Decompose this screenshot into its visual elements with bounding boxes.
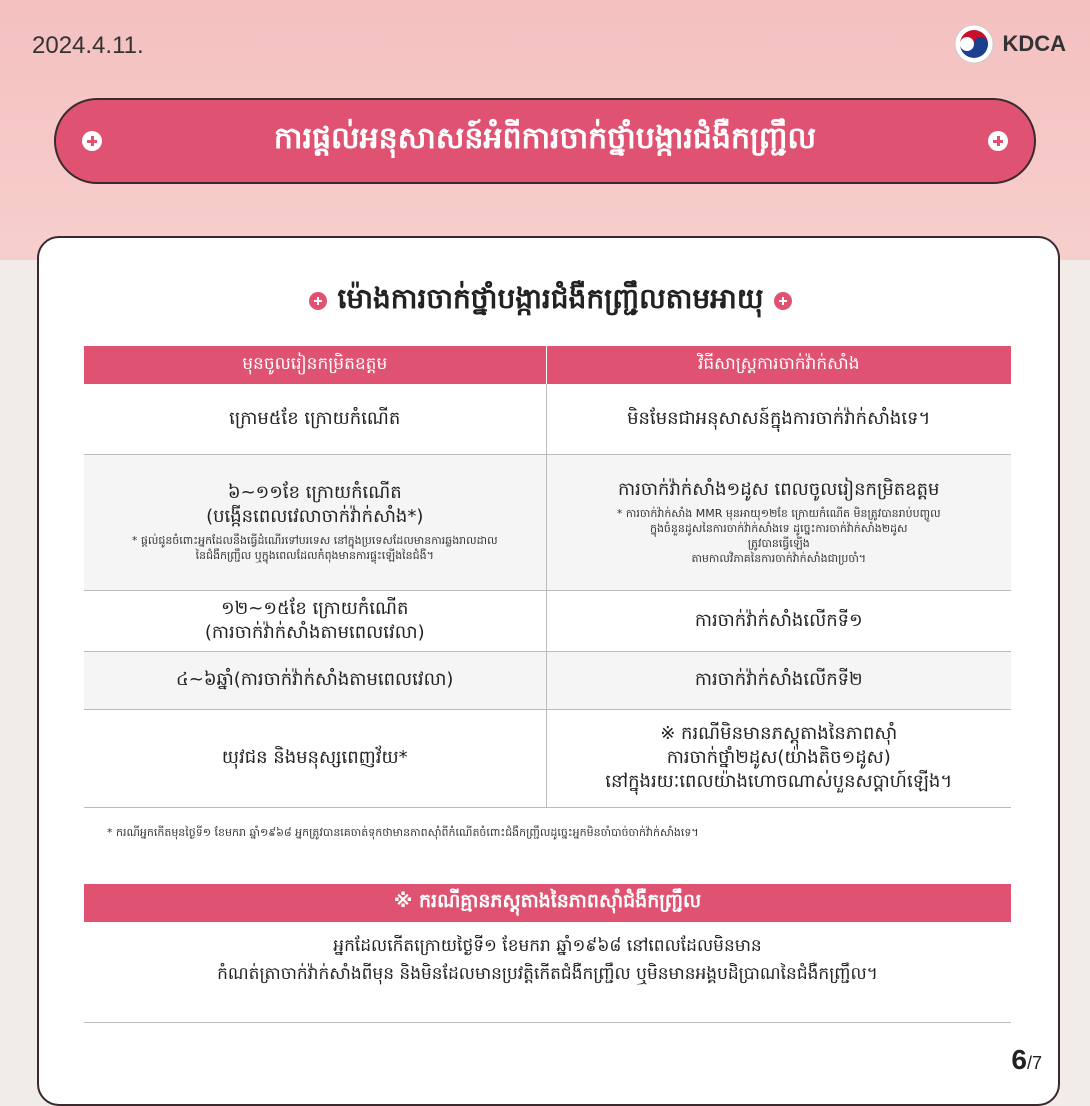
- row-method: ការចាក់វ៉ាក់សាំងលើកទី១: [694, 609, 863, 631]
- row-method: ※ ករណីមិនមានភស្ដុតាងនៃភាពស៊ាំ ការចាក់ថ្នាំ២ដូស(យ៉ាងតិច១ដូស) នៅក្នុងរយៈពេលយ៉ាងហោចណាស់បួនសប្ដាហ៍ឡើង។: [605, 723, 953, 792]
- row-age: ៦~១១ខែ ក្រោយកំណើត (បង្កើនពេលវេលាចាក់វ៉ាក់សាំង*): [206, 482, 424, 527]
- page-number: [1011, 1044, 1042, 1076]
- taegeuk-logo-icon: [954, 24, 994, 64]
- plus-icon: [309, 292, 327, 310]
- row-method: ការចាក់វ៉ាក់សាំង១ដូស ពេលចូលរៀនកម្រិតឧត្ដម: [618, 479, 940, 500]
- table-row: [84, 454, 1011, 590]
- row-method: ការចាក់វ៉ាក់សាំងលើកទី២: [694, 669, 863, 690]
- card-title: [39, 276, 1062, 326]
- card-title-text: ម៉ោងការចាក់ថ្នាំបង្ការជំងឺកញ្ជ្រឹលតាមអាយុ: [337, 281, 764, 315]
- section-title: ※ ករណីគ្មានភស្ដុតាងនៃភាពស៊ាំជំងឺកញ្ជ្រឹល: [84, 884, 1011, 922]
- row-age: យុវជន និងមនុស្សពេញវ័យ*: [221, 747, 408, 768]
- logo-text: KDCA: [1002, 31, 1066, 56]
- page-current: 6: [1011, 1044, 1027, 1075]
- row-method-note: * ការចាក់វ៉ាក់សាំង MMR មុនអាយុ១២ខែ ក្រោយកំណើត មិនត្រូវបានរាប់បញ្ចូល ក្នុងចំនួនដូសនៃការចាក់វ៉ាក់សាំងទេ ដូច្នេះការចាក់វ៉ាក់សាំង២ដូស ត្រូវបានធ្វើឡើង តាមកាលវិភាគនៃការចាក់វ៉ាក់សាំងជាប្រចាំ។: [616, 507, 941, 565]
- page-total: /7: [1026, 1053, 1042, 1073]
- table-row: [84, 384, 1011, 454]
- plus-icon: [82, 131, 102, 151]
- banner-title: ការផ្ដល់អនុសាសន៍អំពីការចាក់ថ្នាំបង្ការជំងឺកញ្ជ្រឹល: [273, 121, 817, 156]
- schedule-table: [84, 346, 1011, 808]
- table-header-method: វិធីសាស្ត្រការចាក់វ៉ាក់សាំង: [546, 346, 1011, 384]
- table-footnote: * ករណីអ្នកកើតមុនថ្ងៃទី១ ខែមករា ឆ្នាំ១៩៦៨ អ្នកត្រូវបានគេចាត់ទុកថាមានភាពស៊ាំពីកំណើតចំពោះជំងឺកញ្ជ្រឹលដូច្នេះអ្នកមិនចាំបាច់ចាក់វ៉ាក់សាំងទេ។: [107, 826, 699, 839]
- table-row: [84, 651, 1011, 709]
- title-banner: [54, 98, 1036, 184]
- kdca-logo: [954, 24, 1066, 64]
- content-card: [37, 236, 1060, 1106]
- table-row: [84, 709, 1011, 807]
- row-method: មិនមែនជាអនុសាសន៍ក្នុងការចាក់វ៉ាក់សាំងទេ។: [627, 407, 931, 429]
- section-body: អ្នកដែលកើតក្រោយថ្ងៃទី១ ខែមករា ឆ្នាំ១៩៦៨ នៅពេលដែលមិនមាន កំណត់ត្រាចាក់វ៉ាក់សាំងពីមុន និងមិនដែលមានប្រវត្តិកើតជំងឺកញ្ជ្រឹល ឬមិនមានអង្គបដិប្រាណនៃជំងឺកញ្ជ្រឹល។: [217, 936, 878, 984]
- table-header-age: មុនចូលរៀនកម្រិតឧត្ដម: [84, 346, 546, 384]
- date-label: 2024.4.11.: [32, 32, 144, 59]
- plus-icon: [774, 292, 792, 310]
- row-age: ១២~១៥ខែ ក្រោយកំណើត (ការចាក់វ៉ាក់សាំងតាមពេលវេលា): [204, 597, 425, 643]
- row-age: ក្រោម៥ខែ ក្រោយកំណើត: [229, 407, 401, 429]
- divider: [84, 1022, 1011, 1023]
- row-age-note: * ផ្ដល់ជូនចំពោះអ្នកដែលនឹងធ្វើដំណើរទៅបរទេស នៅក្នុងប្រទេសដែលមានការឆ្លងរាលដាល នៃជំងឺកញ្ជ្រឹល ឬក្នុងពេលដែលកំពុងមានការផ្ទុះឡើងនៃជំងឺ។: [131, 534, 498, 562]
- table-row: [84, 590, 1011, 651]
- row-age: ៤~៦ឆ្នាំ(ការចាក់វ៉ាក់សាំងតាមពេលវេលា): [176, 669, 454, 690]
- plus-icon: [988, 131, 1008, 151]
